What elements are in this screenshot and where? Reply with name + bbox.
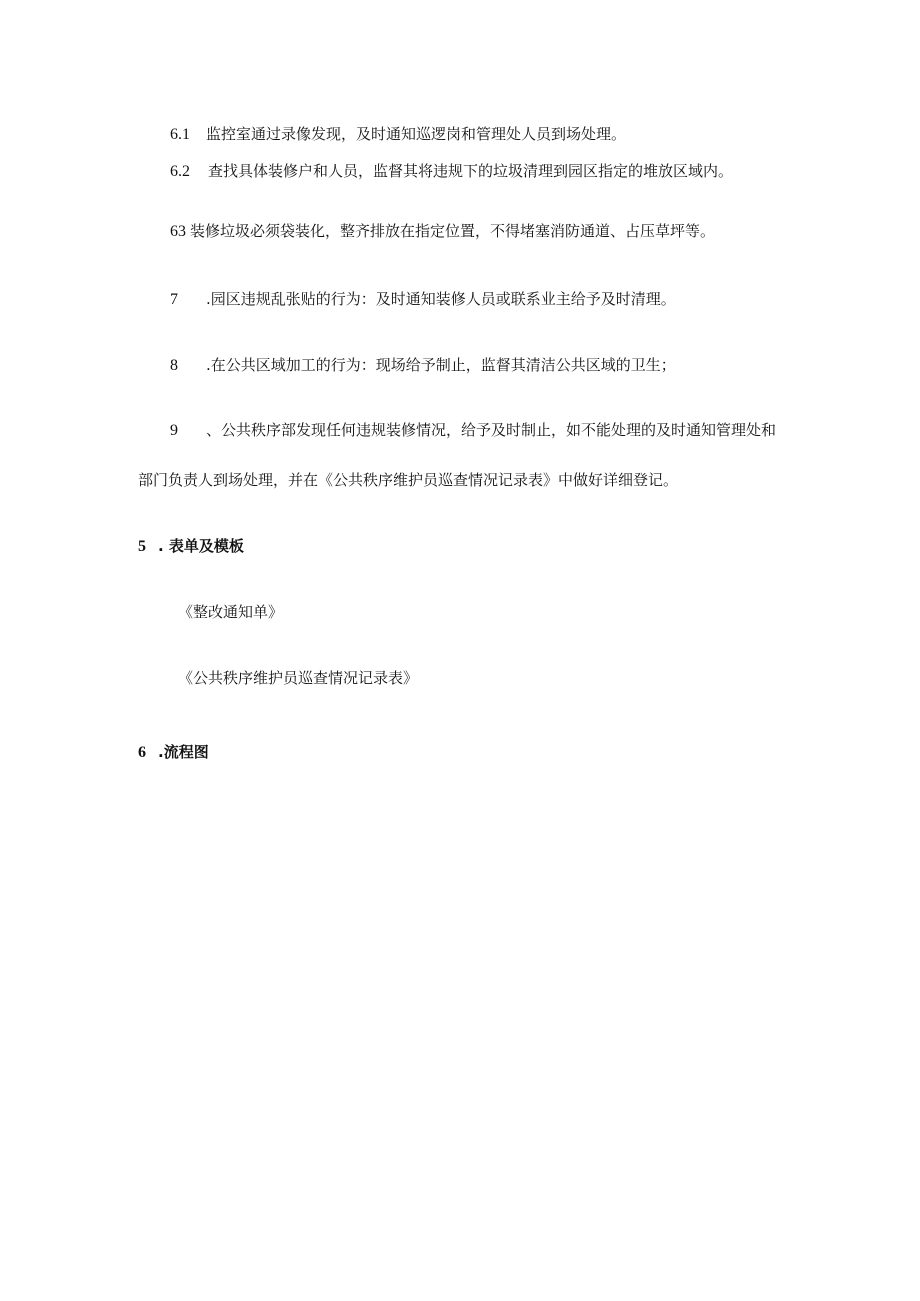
item-text: .在公共区域加工的行为：现场给予制止，监督其清洁公共区域的卫生； xyxy=(206,356,676,374)
item-text: .园区违规乱张贴的行为：及时通知装修人员或联系业主给予及时清理。 xyxy=(206,290,676,308)
item-text: 、公共秩序部发现任何违规装修情况，给予及时制止，如不能处理的及时通知管理处和 xyxy=(206,421,777,439)
item-text: 装修垃圾必须袋装化，整齐排放在指定位置，不得堵塞消防通道、占压草坪等。 xyxy=(190,222,716,240)
item-6-1 xyxy=(170,124,626,145)
item-number: 9 xyxy=(170,422,178,439)
item-7 xyxy=(170,289,676,310)
item-9-continuation: 部门负责人到场处理，并在《公共秩序维护员巡查情况记录表》中做好详细登记。 xyxy=(138,471,679,489)
item-number: 6.2 xyxy=(170,163,190,180)
item-number: 6.1 xyxy=(170,126,190,143)
section-title: . 表单及模板 xyxy=(158,537,244,555)
item-8 xyxy=(170,355,676,376)
form-item-rectification-notice: 《整改通知单》 xyxy=(178,603,284,621)
section-number: 6 xyxy=(138,744,146,761)
item-6-2 xyxy=(170,161,733,182)
item-6-3 xyxy=(170,221,715,242)
section-5-heading xyxy=(138,536,244,557)
form-item-patrol-record: 《公共秩序维护员巡查情况记录表》 xyxy=(178,669,419,687)
item-number: 7 xyxy=(170,291,178,308)
section-6-heading xyxy=(138,742,209,763)
section-title: .流程图 xyxy=(158,743,209,761)
item-text: 监控室通过录像发现，及时通知巡逻岗和管理处人员到场处理。 xyxy=(206,125,627,143)
item-number: 8 xyxy=(170,357,178,374)
section-number: 5 xyxy=(138,538,146,555)
item-9 xyxy=(170,420,776,441)
item-text: 查找具体装修户和人员，监督其将违规下的垃圾清理到园区指定的堆放区域内。 xyxy=(208,162,734,180)
item-number: 63 xyxy=(170,223,186,240)
